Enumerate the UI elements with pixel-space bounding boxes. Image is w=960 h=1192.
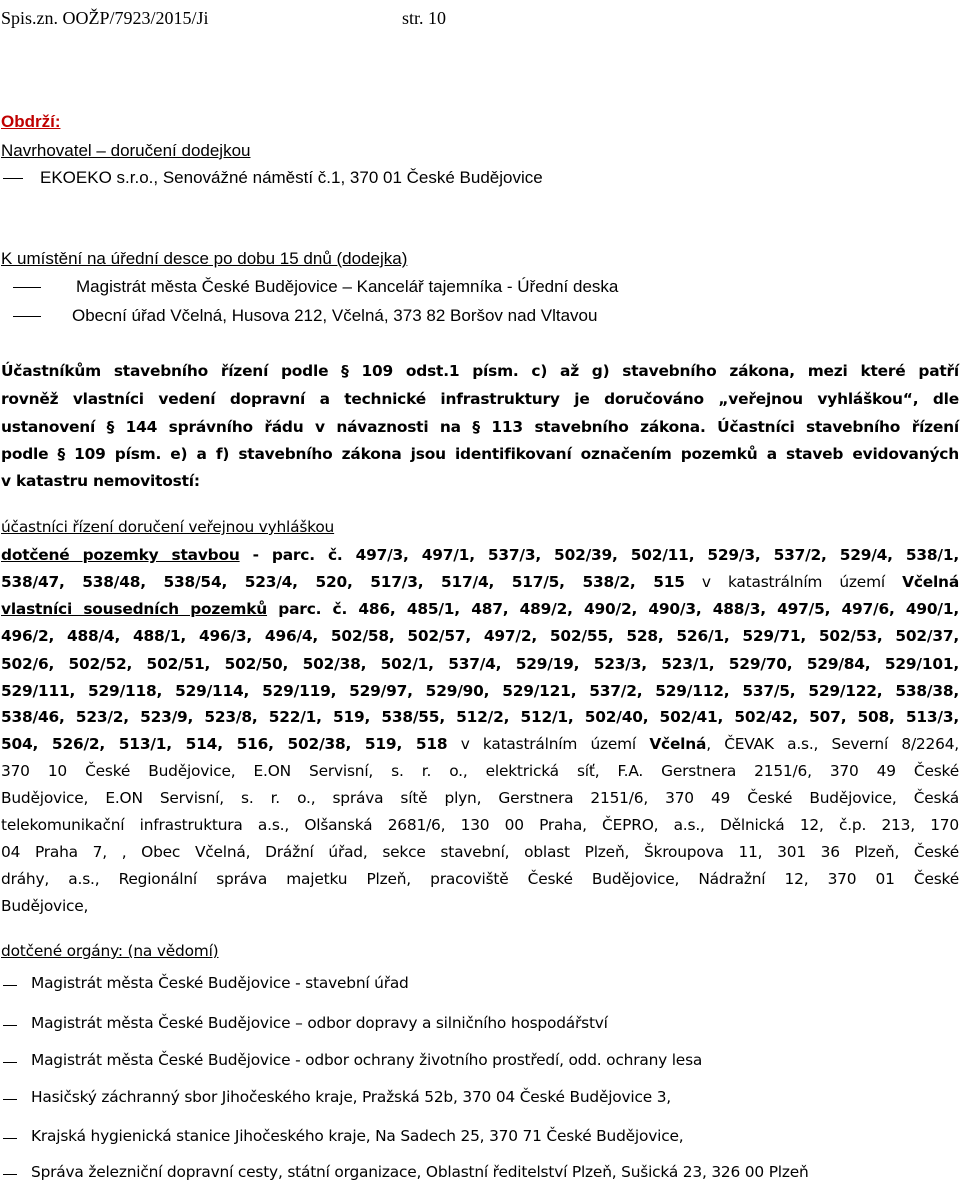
owners-line: Budějovice,	[1, 897, 89, 915]
dash-bullet-icon	[3, 1174, 17, 1175]
owners-line: 370 10 České Budějovice, E.ON Servisní, s. r. o., elektrická síť, F.A. Gerstnera 2151/6, 370 49 České	[1, 762, 959, 780]
notice-heading: K umístění na úřední desce po dobu 15 dnů (dodejka)	[1, 249, 408, 268]
dash-bullet-icon	[3, 1062, 17, 1063]
applicant-item-text: EKOEKO s.r.o., Senovážné náměstí č.1, 370 01 České Budějovice	[40, 168, 543, 187]
paragraph-line: rovněž vlastníci vedení dopravní a technické infrastruktury je doručováno „veřejnou vyhláškou“, dle	[1, 390, 959, 408]
public-notice-heading: účastníci řízení doručení veřejnou vyhláškou	[1, 518, 335, 536]
file-reference: Spis.zn. OOŽP/7923/2015/Ji	[1, 8, 209, 28]
dash-bullet-icon	[13, 316, 41, 317]
notice-item-text: Obecní úřad Včelná, Husova 212, Včelná, 373 82 Boršov nad Vltavou	[72, 306, 598, 325]
affected-parcels-line	[1, 573, 959, 591]
notice-item	[0, 277, 618, 297]
owners-line: Budějovice, E.ON Servisní, s. r. o., správa sítě plyn, Gerstnera 2151/6, 370 49 České Budějovice, Česká	[1, 789, 959, 807]
dash-bullet-icon	[3, 985, 17, 986]
affected-label: dotčené pozemky stavbou	[1, 546, 240, 564]
neighbour-parcels-line	[1, 600, 959, 618]
neighbour-parcels-line: 502/6, 502/52, 502/51, 502/50, 502/38, 502/1, 537/4, 529/19, 523/3, 523/1, 529/70, 529/84, 529/101,	[1, 655, 959, 673]
cadastre-text: v katastrálním území	[684, 573, 903, 591]
owners-text: , ČEVAK a.s., Severní 8/2264,	[706, 735, 959, 753]
notice-item-text: Magistrát města České Budějovice – Kancelář tajemníka - Úřední deska	[76, 277, 619, 296]
authority-item-text: Magistrát města České Budějovice – odbor dopravy a silničního hospodářství	[31, 1014, 608, 1032]
page-header	[1, 8, 447, 29]
dash-bullet-icon	[3, 1099, 17, 1100]
dash-bullet-icon	[3, 178, 23, 179]
neighbour-parcels-line: 538/46, 523/2, 523/9, 523/8, 522/1, 519, 538/55, 512/2, 512/1, 502/40, 502/41, 502/42, 507, 508, 513/3,	[1, 708, 959, 726]
authorities-heading: dotčené orgány: (na vědomí)	[1, 942, 219, 960]
cadastre-text: v katastrálním území	[447, 735, 650, 753]
neighbour-parcels-line: 529/111, 529/118, 529/114, 529/119, 529/97, 529/90, 529/121, 537/2, 529/112, 537/5, 529/122, 538/38,	[1, 682, 959, 700]
affected-parcels-text: 538/47, 538/48, 538/54, 523/4, 520, 517/3, 517/4, 517/5, 538/2, 515	[1, 573, 685, 591]
paragraph-line: ustanovení § 144 správního řádu v návaznosti na § 113 stavebního zákona. Účastníci stavebního řízení	[1, 418, 959, 436]
neighbours-label: vlastníci sousedních pozemků	[1, 600, 268, 618]
cadastre-place: Včelná	[902, 573, 959, 591]
affected-parcels-line	[1, 546, 959, 564]
paragraph-line: podle § 109 písm. e) a f) stavebního zákona jsou identifikovaní označením pozemků a staveb evidovaných	[1, 445, 959, 463]
dash-bullet-icon	[3, 1138, 17, 1139]
owners-line: dráhy, a.s., Regionální správa majetku Plzeň, pracoviště České Budějovice, Nádražní 12, 370 01 České	[1, 870, 959, 888]
neighbour-parcels-line: 496/2, 488/4, 488/1, 496/3, 496/4, 502/58, 502/57, 497/2, 502/55, 528, 526/1, 529/71, 502/53, 502/37,	[1, 627, 959, 645]
authority-item-text: Magistrát města České Budějovice - odbor ochrany životního prostředí, odd. ochrany lesa	[31, 1051, 703, 1069]
authority-item-text: Magistrát města České Budějovice - stavební úřad	[31, 974, 409, 992]
neighbour-parcels-line	[1, 735, 959, 753]
neighbours-last-parcels: 504, 526/2, 513/1, 514, 516, 502/38, 519, 518	[1, 735, 448, 753]
applicant-heading: Navrhovatel – doručení dodejkou	[1, 141, 251, 160]
page-number: str. 10	[402, 8, 447, 28]
recipients-title: Obdrží:	[1, 112, 61, 131]
paragraph-line: Účastníkům stavebního řízení podle § 109 odst.1 písm. c) až g) stavebního zákona, mezi které patří	[1, 362, 959, 380]
neighbours-line-text: parc. č. 486, 485/1, 487, 489/2, 490/2, 490/3, 488/3, 497/5, 497/6, 490/1,	[267, 600, 959, 618]
paragraph-line: v katastru nemovitostí:	[1, 472, 200, 490]
cadastre-place: Včelná	[649, 735, 707, 753]
dash-bullet-icon	[13, 287, 41, 288]
authority-item-text: Krajská hygienická stanice Jihočeského kraje, Na Sadech 25, 370 71 České Budějovice,	[31, 1127, 684, 1145]
owners-line: 04 Praha 7, , Obec Včelná, Drážní úřad, sekce stavební, oblast Plzeň, Škroupova 11, 301 36 Plzeň, České	[1, 843, 959, 861]
dash-bullet-icon	[3, 1025, 17, 1026]
affected-line-text: - parc. č. 497/3, 497/1, 537/3, 502/39, 502/11, 529/3, 537/2, 529/4, 538/1,	[239, 546, 959, 564]
authority-item-text: Správa železniční dopravní cesty, státní organizace, Oblastní ředitelství Plzeň, Sušická 23, 326 00 Plzeň	[31, 1163, 809, 1181]
authority-item-text: Hasičský záchranný sbor Jihočeského kraje, Pražská 52b, 370 04 České Budějovice 3,	[31, 1088, 672, 1106]
notice-item	[0, 306, 597, 326]
owners-line: telekomunikační infrastruktura a.s., Olšanská 2681/6, 130 00 Praha, ČEPRO, a.s., Dělnická 12, č.p. 213, 170	[1, 816, 959, 834]
applicant-item	[0, 168, 543, 188]
